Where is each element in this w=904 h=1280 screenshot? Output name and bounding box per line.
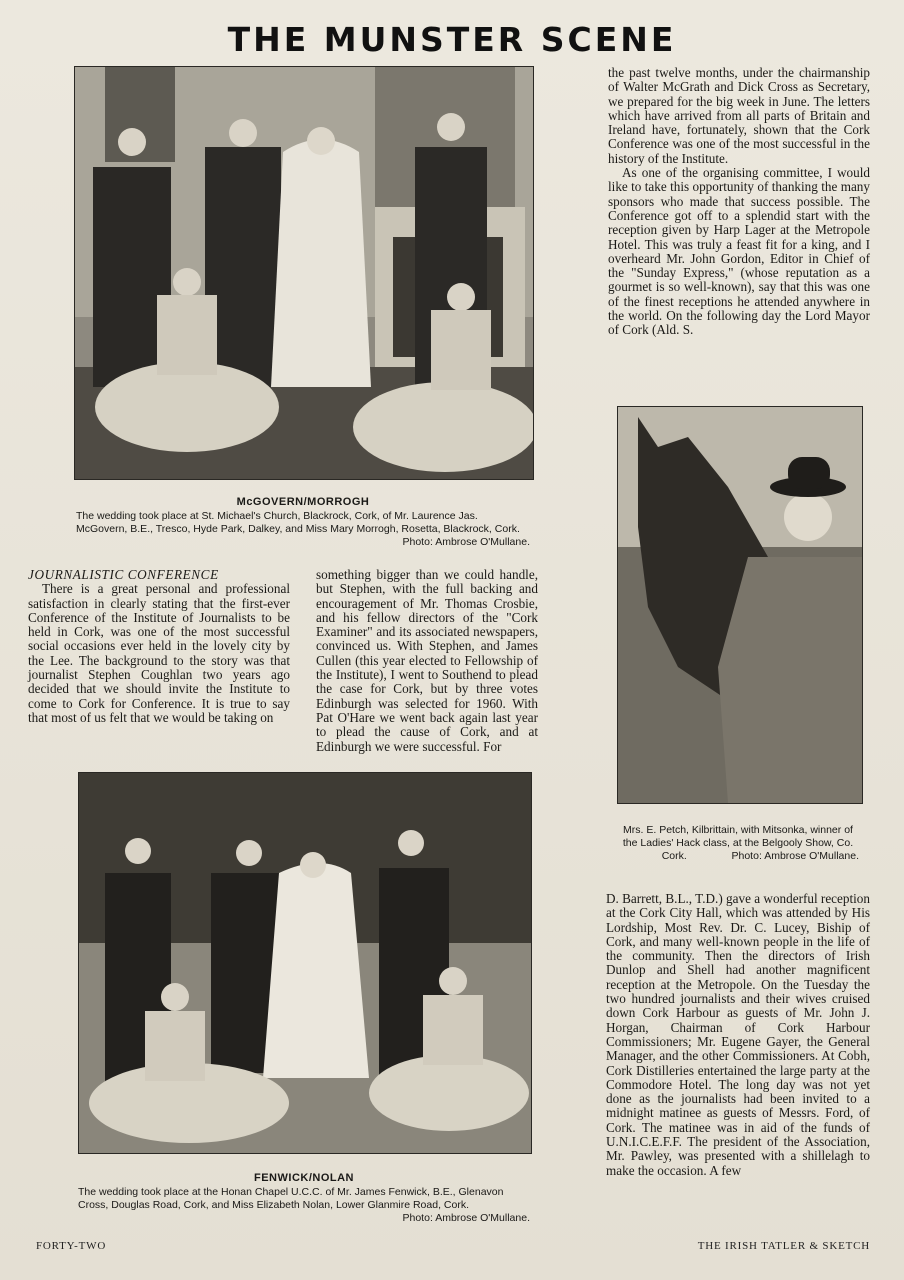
caption-text: Mrs. E. Petch, Kilbrittain, with Mitsonka, winner of the Ladies' Hack class, at the Belgooly Show, Co. Cork. bbox=[622, 824, 854, 862]
caption-text: The wedding took place at St. Michael's Church, Blackrock, Cork, of Mr. Laurence Jas. McGovern, B.E., Tresco, Hyde Park, Dalkey, and Miss Mary Morrogh, Rosetta, Blackrock, Cork. bbox=[76, 510, 520, 535]
page-title: THE MUNSTER SCENE bbox=[227, 20, 677, 59]
caption-title: McGOVERN/MORROGH bbox=[236, 496, 370, 508]
article-column-1 bbox=[28, 568, 290, 725]
photo-horse-rider bbox=[617, 406, 863, 804]
caption-horse bbox=[617, 824, 859, 863]
article-column-4 bbox=[606, 892, 870, 1178]
article-column-3 bbox=[608, 66, 870, 338]
article-column-2 bbox=[316, 568, 538, 754]
caption-fenwick-nolan bbox=[78, 1172, 530, 1225]
section-heading: JOURNALISTIC CONFERENCE bbox=[28, 567, 219, 582]
caption-text: The wedding took place at the Honan Chapel U.C.C. of Mr. James Fenwick, B.E., Glenavon Cross, Douglas Road, Cork, and Miss Elizabeth Nolan, Lower Glanmire Road, Cork. bbox=[78, 1186, 504, 1211]
photo-credit: Photo: Ambrose O'Mullane. bbox=[402, 536, 530, 548]
article-paragraph: As one of the organising committee, I would like to take this opportunity of thanking the many sponsors who made that success possible. The Conference got off to a splendid start with the reception given by Harp Lager at the Metropole Hotel. This was truly a feast fit for a king, and I overheard Mr. John Gordon, Editor in Chief of the "Sunday Express," (whose reputation as a gourmet is so well-known), say that this was one of the finest receptions he attended anywhere in the world. On the following day the Lord Mayor of Cork (Ald. S. bbox=[608, 165, 870, 338]
article-paragraph: something bigger than we could handle, but Stephen, with the full backing and encouragement of Mr. Thomas Crosbie, and his fellow directors of the "Cork Examiner" and its associated newspapers, convinced us. With Stephen, and James Cullen (this year elected to Fellowship of the Institute), I went to Southend to plead the case for Cork, but by three votes Edinburgh was selected for 1960. With Pat O'Hare we went back again last year to plead the cause of Cork, and at Edinburgh we were successful. For bbox=[316, 567, 538, 754]
magazine-name: THE IRISH TATLER & SKETCH bbox=[697, 1240, 870, 1252]
wedding-photo-fenwick-nolan bbox=[78, 772, 532, 1154]
article-paragraph: D. Barrett, B.L., T.D.) gave a wonderful reception at the Cork City Hall, which was attended by His Lordship, Most Rev. Dr. C. Lucey, Biship of Cork, and many well-known people in the life of the community. Then the directors of Irish Dunlop and Shell had another magnificent reception at the Metropole. On the Tuesday the two hundred journalists and their wives cruised down Cork Harbour as guests of Mr. John J. Horgan, Chairman of Cork Harbour Commissioners; Mr. Eugene Gayer, the General Manager, and the other Commissioners. At Cobh, Cork Distilleries entertained the large party at the Commodore Hotel. The long day was not yet done as the journalists had been invited to a midnight matinee as guests of Messrs. Ford, of Cork. The matinee was in aid of the funds of U.N.I.C.E.F.F. The president of the Association, Mr. Pawley, was presented with a shillelagh to make the occasion. A few bbox=[606, 891, 870, 1178]
page-number: FORTY-TWO bbox=[36, 1240, 107, 1252]
photo-credit: Photo: Ambrose O'Mullane. bbox=[402, 1212, 530, 1224]
caption-title: FENWICK/NOLAN bbox=[254, 1172, 354, 1184]
photo-credit: Photo: Ambrose O'Mullane. bbox=[731, 850, 859, 862]
article-paragraph: the past twelve months, under the chairmanship of Walter McGrath and Dick Cross as Secretary, we prepared for the big week in June. The letters which have arrived from all parts of Britain and Ireland have, fortunately, shown that the Cork Conference was one of the most successful in the history of the Institute. bbox=[608, 65, 870, 166]
article-paragraph: There is a great personal and professional satisfaction in clearly stating that the first-ever Conference of the Institute of Journalists to be held in Cork, was one of the most successful social occasions ever held in the lovely city by the Lee. The background to the story was that journalist Stephen Coughlan two years ago decided that we should invite the Institute to come to Cork for Conference. It is true to say that most of us felt that we would be taking on bbox=[28, 581, 290, 725]
caption-mcgovern-morrogh bbox=[76, 496, 530, 549]
wedding-photo-mcgovern-morrogh bbox=[74, 66, 534, 480]
